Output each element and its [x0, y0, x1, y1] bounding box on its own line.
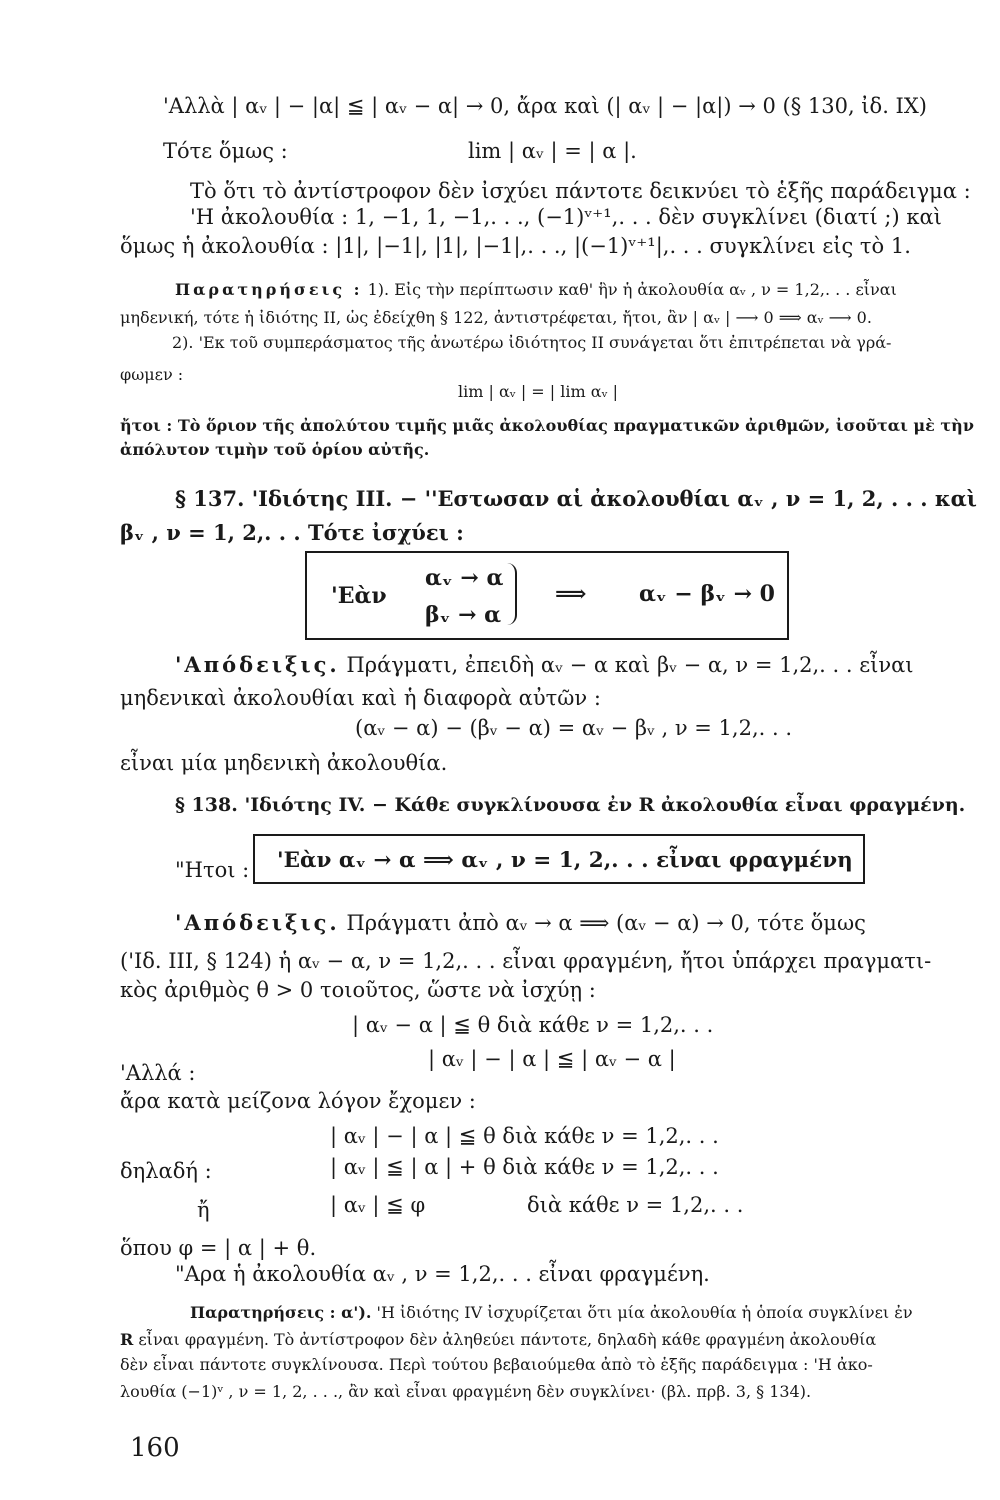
equation: | αᵥ | ≦ φ [330, 1193, 426, 1217]
remark-label: Παρατηρήσεις : [175, 280, 363, 299]
note-label: Παρατηρήσεις : α'). [190, 1303, 372, 1322]
text-line: ἄρα κατὰ μείζονα λόγον ἔχομεν : [120, 1089, 476, 1113]
box-result: αᵥ − βᵥ → 0 [639, 581, 775, 607]
text-line: εἶναι μία μηδενικὴ ἀκολουθία. [120, 751, 448, 775]
remark-line: μηδενική, τότε ἡ ἰδιότης II, ὡς ἐδείχθη § 122, ἀντιστρέφεται, ἤτοι, ἂν | αᵥ | ⟶ 0 ⟹ αᵥ ⟶ 0. [120, 308, 872, 327]
equation: | αᵥ | ≦ | α | + θ διὰ κάθε ν = 1,2,. . . [330, 1155, 719, 1179]
equation: | αᵥ | − | α | ≦ θ διὰ κάθε ν = 1,2,. . . [330, 1124, 719, 1148]
note-line [190, 1305, 913, 1321]
set-r: R [120, 1330, 134, 1349]
remark-line: ἀπόλυτον τιμὴν τοῦ ὁρίου αὐτῆς. [120, 440, 430, 459]
page-number: 160 [130, 1433, 180, 1463]
text-line: ('Ιδ. III, § 124) ἡ αᵥ − α, ν = 1,2,. . . εἶναι φραγμένη, ἤτοι ὑπάρχει πραγματι- [120, 949, 932, 973]
proof-label: 'Απόδειξις. [175, 652, 340, 677]
brace [507, 563, 517, 625]
box-condition-a: αᵥ → α [425, 565, 504, 591]
text-line: 'Αλλὰ | αᵥ | − |α| ≦ | αᵥ − α| → 0, ἄρα καὶ (| αᵥ | − |α|) → 0 (§ 130, ἰδ. IX) [163, 94, 927, 118]
proof-label: 'Απόδειξις. [175, 910, 340, 935]
note-line: δὲν εἶναι πάντοτε συγκλίνουσα. Περὶ τούτου βεβαιούμεθα ἀπὸ τὸ ἑξῆς παράδειγμα : 'Η ἀκο- [120, 1355, 873, 1374]
note-text: εἶναι φραγμένη. Τὸ ἀντίστροφον δὲν ἀληθεύει πάντοτε, δηλαδὴ κάθε φραγμένη ἀκολουθία [133, 1330, 877, 1349]
text-line: ἤ [197, 1198, 210, 1222]
text-line: "Ητοι : [175, 858, 250, 882]
text-line: δηλαδή : [120, 1159, 212, 1183]
proof-text: Πράγματι ἀπὸ αᵥ → α ⟹ (αᵥ − α) → 0, τότε ὅμως [339, 911, 866, 935]
equation: lim | αᵥ | = | lim αᵥ | [458, 382, 618, 401]
note-line: λουθία (−1)ᵛ , ν = 1, 2, . . ., ἂν καὶ εἶναι φραγμένη δὲν συγκλίνει· (βλ. πρβ. 3, § 134). [120, 1382, 812, 1401]
proof-line [175, 654, 914, 676]
remark-line [175, 282, 897, 298]
remark-line: ἤτοι : Τὸ ὅριον τῆς ἀπολύτου τιμῆς μιᾶς ἀκολουθίας πραγματικῶν ἀριθμῶν, ἰσοῦται μὲ τὴν [120, 416, 974, 435]
equation: lim | αᵥ | = | α |. [468, 139, 637, 163]
text-line: 'Η ἀκολουθία : 1, −1, 1, −1,. . ., (−1)ᵛ⁺¹,. . . δὲν συγκλίνει (διατί ;) καὶ [190, 205, 942, 229]
section-heading-137: § 137. 'Ιδιότης III. − ''Εστωσαν αἱ ἀκολουθίαι αᵥ , ν = 1, 2, . . . καὶ [175, 486, 977, 511]
implies-arrow: ⟹ [555, 581, 587, 607]
text-line: 'Αλλά : [120, 1061, 196, 1085]
text-line: Τὸ ὅτι τὸ ἀντίστροφον δὲν ἰσχύει πάντοτε δεικνύει τὸ ἑξῆς παράδειγμα : [190, 179, 971, 203]
theorem-box-138 [253, 834, 865, 884]
text-line: κὸς ἀριθμὸς θ > 0 τοιοῦτος, ὥστε νὰ ἰσχύῃ : [120, 978, 596, 1002]
remark-line: 2). 'Εκ τοῦ συμπεράσματος τῆς ἀνωτέρω ἰδιότητος II συνάγεται ὅτι ἐπιτρέπεται νὰ γρά- [172, 333, 892, 352]
text-line: μηδενικαὶ ἀκολουθίαι καὶ ἡ διαφορὰ αὐτῶν : [120, 686, 601, 710]
equation: | αᵥ − α | ≦ θ διὰ κάθε ν = 1,2,. . . [352, 1013, 714, 1037]
box-condition-b: βᵥ → α [425, 602, 502, 628]
box-if: 'Εὰν [331, 583, 387, 609]
equation: | αᵥ | − | α | ≦ | αᵥ − α | [428, 1047, 676, 1071]
remark-line: φωμεν : [120, 365, 184, 384]
text-line: ὅπου φ = | α | + θ. [120, 1236, 317, 1260]
text-line: "Αρα ἡ ἀκολουθία αᵥ , ν = 1,2,. . . εἶναι φραγμένη. [175, 1262, 710, 1286]
remark-text: 1). Εἰς τὴν περίπτωσιν καθ' ἣν ἡ ἀκολουθία αᵥ , ν = 1,2,. . . εἶναι [362, 280, 897, 299]
proof-text: Πράγματι, ἐπειδὴ αᵥ − α καὶ βᵥ − α, ν = 1,2,. . . εἶναι [339, 653, 914, 677]
equation: (αᵥ − α) − (βᵥ − α) = αᵥ − βᵥ , ν = 1,2,. . . [355, 716, 792, 740]
text-line: Τότε ὅμως : [163, 139, 288, 163]
section-heading-138: § 138. 'Ιδιότης IV. − Κάθε συγκλίνουσα ἐν R ἀκολουθία εἶναι φραγμένη. [175, 794, 966, 816]
text-line: ὅμως ἡ ἀκολουθία : |1|, |−1|, |1|, |−1|,. . ., |(−1)ᵛ⁺¹|,. . . συγκλίνει εἰς τὸ 1. [120, 234, 911, 258]
note-text: 'Η ἰδιότης IV ἰσχυρίζεται ὅτι μία ἀκολουθία ἡ ὁποία συγκλίνει ἐν [371, 1303, 913, 1322]
equation: διὰ κάθε ν = 1,2,. . . [527, 1193, 744, 1217]
theorem-box-137 [305, 551, 789, 640]
note-line [120, 1332, 876, 1348]
text-line: βᵥ , ν = 1, 2,. . . Τότε ἰσχύει : [120, 520, 464, 545]
box-statement: 'Εὰν αᵥ → α ⟹ αᵥ , ν = 1, 2,. . . εἶναι φραγμένη [277, 848, 853, 873]
proof-line [175, 912, 866, 934]
